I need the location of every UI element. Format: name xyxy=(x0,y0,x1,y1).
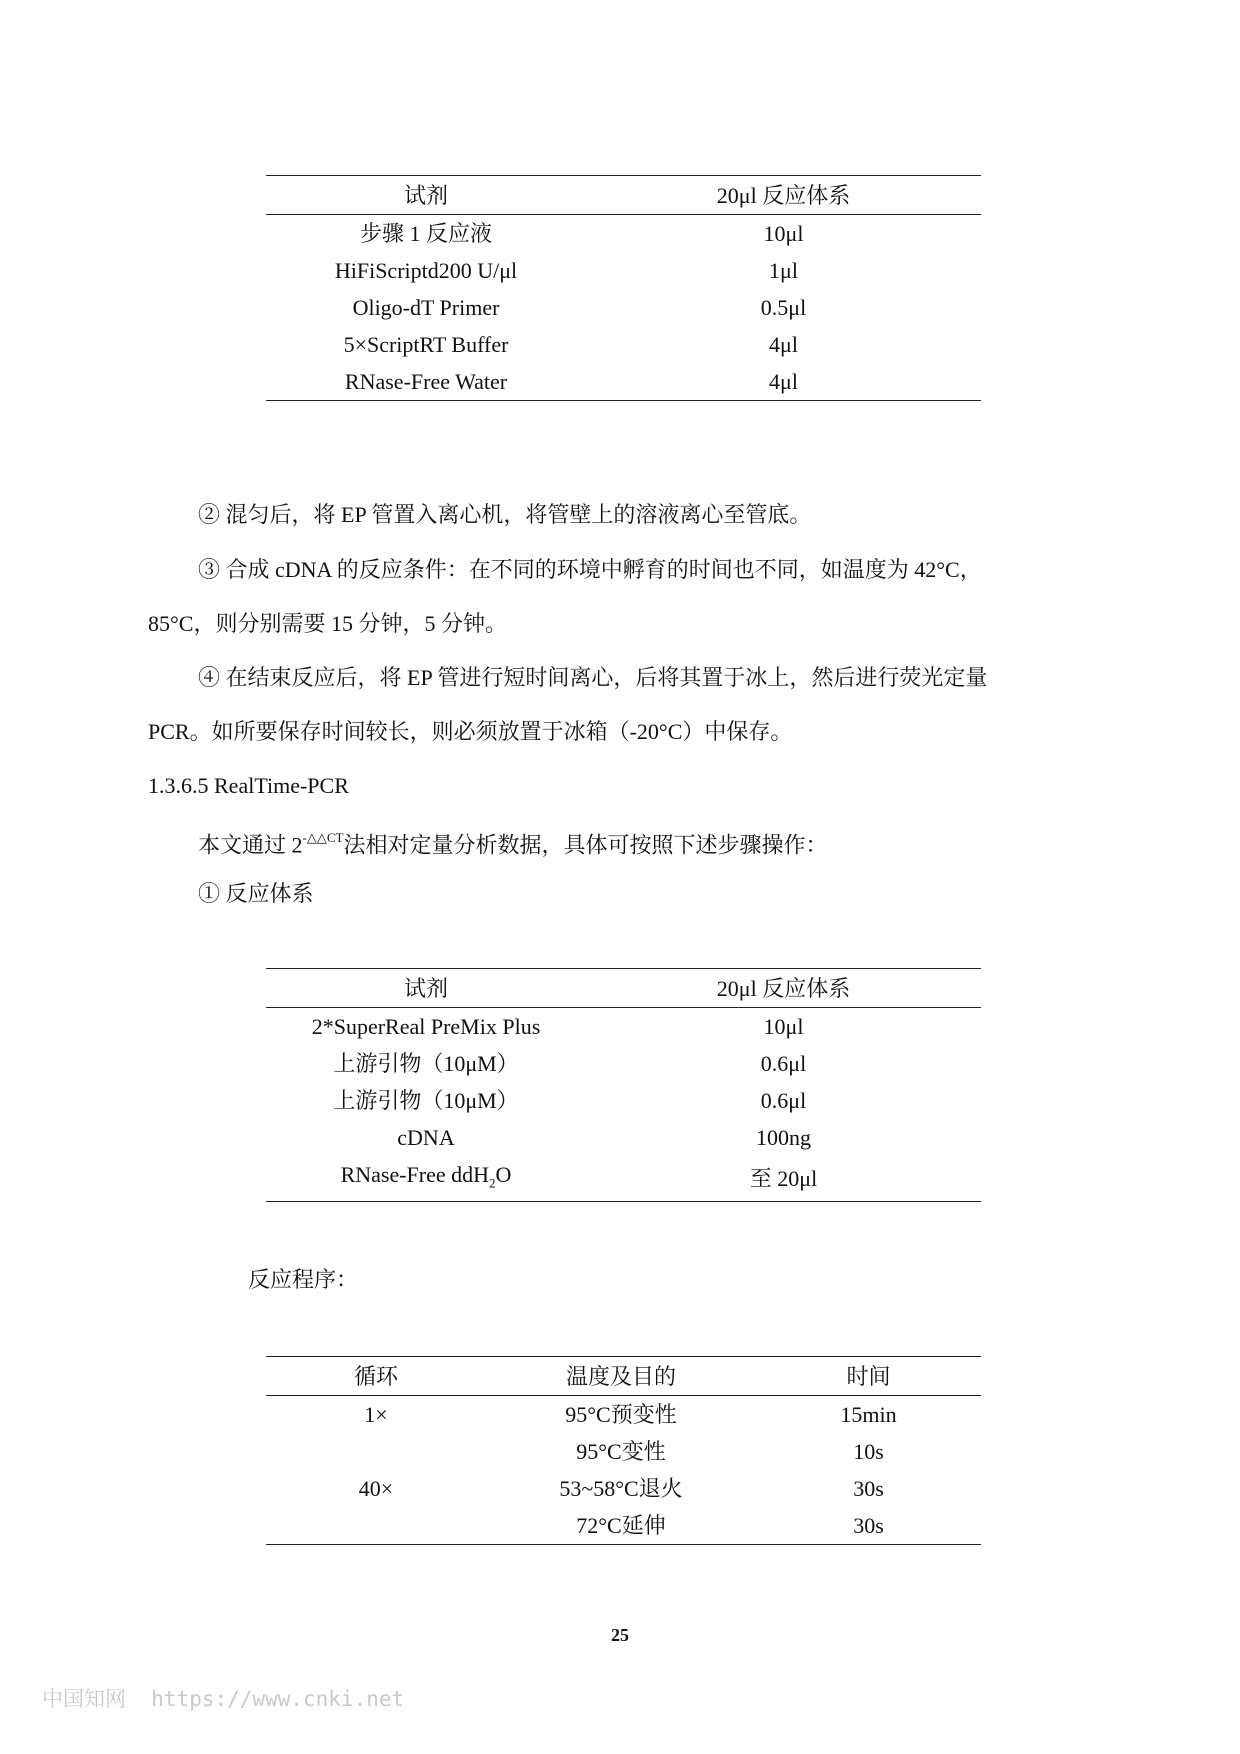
temperature-cell: 53~58°C退火 xyxy=(559,1476,683,1501)
time-cell: 30s xyxy=(756,1507,981,1545)
amount-cell: 4μl xyxy=(586,363,981,401)
header-reagent: 试剂 xyxy=(266,969,586,1008)
paragraph-step-3-line2: 85°C，则分别需要 15 分钟，5 分钟。 xyxy=(148,611,507,636)
header-cycle: 循环 xyxy=(266,1357,486,1396)
paragraph-step-4-line2: PCR。如所要保存时间较长，则必须放置于冰箱（-20°C）中保存。 xyxy=(148,719,793,744)
cycle-cell xyxy=(266,1433,486,1470)
header-reagent: 试剂 xyxy=(266,176,586,215)
reagent-cell: cDNA xyxy=(397,1125,455,1150)
table-row xyxy=(266,363,981,401)
temperature-cell: 72°C延伸 xyxy=(486,1507,756,1545)
table-row xyxy=(266,289,981,326)
amount-cell: 0.5μl xyxy=(760,295,807,320)
cnki-watermark: 中国知网 https://www.cnki.net xyxy=(42,1687,405,1711)
table-row xyxy=(266,1045,981,1082)
header-temperature: 温度及目的 xyxy=(486,1357,756,1396)
table-row xyxy=(266,1470,981,1507)
amount-cell: 0.6μl xyxy=(760,1088,807,1113)
reagent-cell: 2*SuperReal PreMix Plus xyxy=(311,1014,541,1039)
table-row xyxy=(266,252,981,289)
reaction-system-label: ① 反应体系 xyxy=(198,881,314,906)
pcr-program-table xyxy=(266,1356,981,1545)
header-volume: 20μl 反应体系 xyxy=(586,176,981,215)
table-header-row xyxy=(266,969,981,1008)
table-row xyxy=(266,1396,981,1434)
time-cell: 10s xyxy=(853,1439,884,1464)
page-number: 25 xyxy=(611,1625,629,1645)
qpcr-reaction-table xyxy=(266,968,981,1202)
table-row xyxy=(266,1433,981,1470)
amount-cell: 10μl xyxy=(763,221,804,246)
amount-cell: 至 20μl xyxy=(586,1156,981,1202)
amount-cell: 10μl xyxy=(763,1014,804,1039)
table-row xyxy=(266,1507,981,1545)
header-volume: 20μl 反应体系 xyxy=(586,969,981,1008)
table-header-row xyxy=(266,1357,981,1396)
reagent-cell: RNase-Free Water xyxy=(266,363,586,401)
header-time: 时间 xyxy=(756,1357,981,1396)
paragraph-step-2: ② 混匀后，将 EP 管置入离心机，将管壁上的溶液离心至管底。 xyxy=(198,502,812,527)
time-cell: 30s xyxy=(853,1476,884,1501)
cdna-synthesis-table xyxy=(266,175,981,401)
reagent-cell: 5×ScriptRT Buffer xyxy=(343,332,509,357)
amount-cell: 4μl xyxy=(769,332,798,357)
cycle-cell xyxy=(266,1507,486,1545)
reagent-cell: 上游引物（10μM） xyxy=(333,1088,519,1113)
cycle-cell: 1× xyxy=(364,1402,388,1427)
reagent-cell: RNase-Free ddH$_2$O xyxy=(266,1156,586,1202)
method-prefix: 本文通过 2 xyxy=(198,832,303,858)
cycle-cell: 40× xyxy=(358,1476,394,1501)
table-row xyxy=(266,326,981,363)
program-label: 反应程序： xyxy=(248,1267,359,1292)
amount-cell: 0.6μl xyxy=(760,1051,807,1076)
table-row xyxy=(266,1156,981,1202)
reagent-cell: 上游引物（10μM） xyxy=(333,1051,519,1076)
temperature-cell: 95°C预变性 xyxy=(565,1402,677,1427)
table-row xyxy=(266,215,981,253)
paragraph-step-4-line1: ④ 在结束反应后，将 EP 管进行短时间离心，后将其置于冰上，然后进行荧光定量 xyxy=(198,665,988,690)
table-header-row xyxy=(266,176,981,215)
ddct-superscript: -△△CT xyxy=(302,830,344,845)
section-heading: 1.3.6.5 RealTime-PCR xyxy=(148,773,349,798)
temperature-cell: 95°C变性 xyxy=(576,1439,666,1464)
table-row xyxy=(266,1008,981,1046)
table-row xyxy=(266,1082,981,1119)
reagent-cell: 步骤 1 反应液 xyxy=(359,221,492,246)
amount-cell: 1μl xyxy=(769,258,798,283)
paragraph-step-3-line1: ③ 合成 cDNA 的反应条件：在不同的环境中孵育的时间也不同，如温度为 42°C， xyxy=(198,557,982,582)
reagent-cell: HiFiScriptd200 U/μl xyxy=(334,258,518,283)
method-paragraph xyxy=(198,813,1153,872)
method-suffix: 法相对定量分析数据，具体可按照下述步骤操作： xyxy=(343,832,828,858)
table-row xyxy=(266,1119,981,1156)
reagent-cell: Oligo-dT Primer xyxy=(352,295,500,320)
time-cell: 15min xyxy=(840,1402,897,1427)
amount-cell: 100ng xyxy=(756,1125,811,1150)
